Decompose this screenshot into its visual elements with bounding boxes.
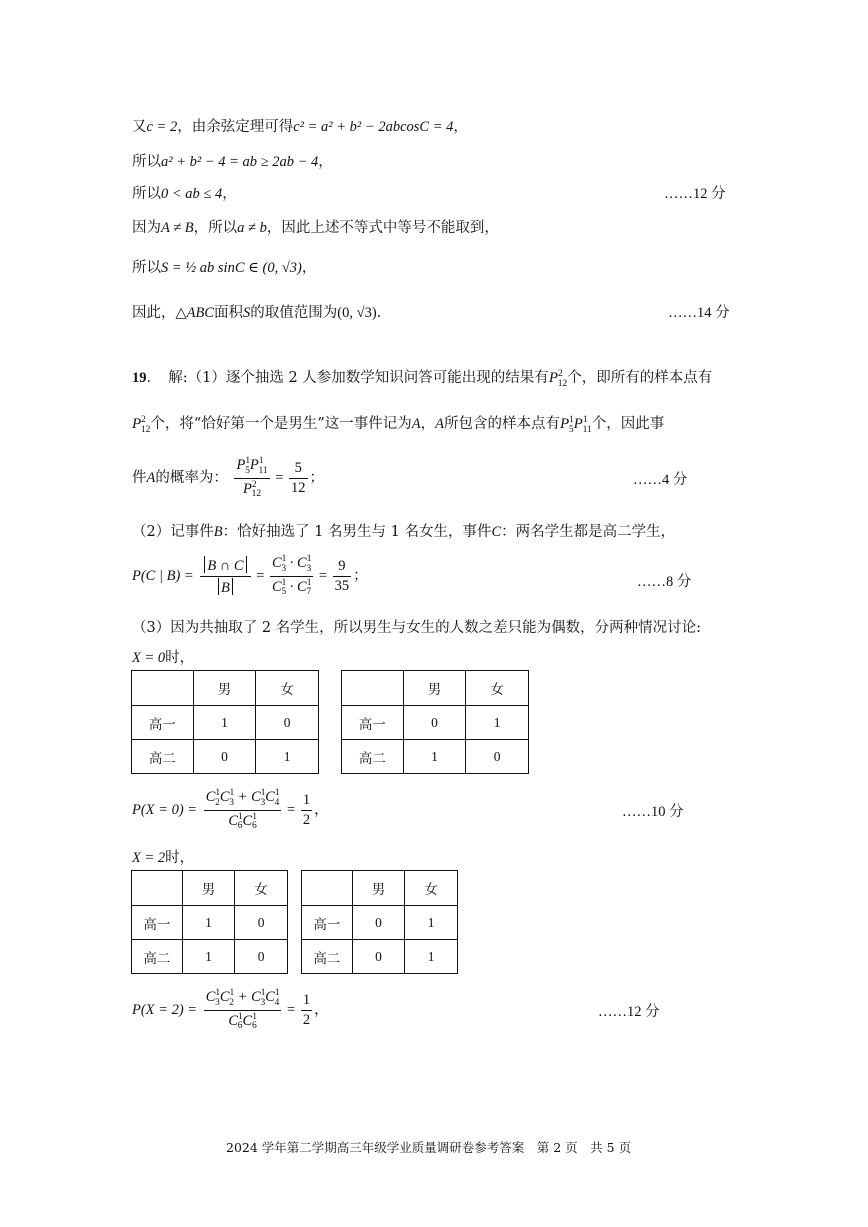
case-x2: X = 2时，	[132, 850, 195, 866]
question-number: 19	[132, 370, 147, 386]
formula-inequality: a² + b² − 4 = ab ≥ 2ab − 4	[161, 154, 319, 170]
table-x0-right: 男 女 高一 0 1 高二 1 0	[341, 670, 529, 774]
score-10: ……10 分	[622, 804, 684, 820]
score-12-a: ……12 分	[664, 186, 726, 202]
score-12-b: ……12 分	[598, 1004, 660, 1020]
table-x0-left: 男 女 高一 1 0 高二 0 1	[131, 670, 319, 774]
q19-line3: 件A的概率为： $\frac{P^1_5P^1_{11}}{P^2_{12}}$ = $\frac{5}{12}$ ；	[132, 456, 325, 500]
interval: (0, √3)	[337, 305, 377, 321]
q19-line5: P(C | B) = $\frac{B \cap C}{B}$ = $\frac{C^1_3 \cdot C^1_3}{C^1_5 \cdot C^1_7}$ = $\frac{9}{35}$ ；	[132, 554, 368, 598]
prob-x2: P(X = 2) = $\frac{C^1_3C^1_2 + C^1_3C^1_4}{C^1_6C^1_6}$ = $\frac{1}{2}$ ，	[132, 988, 329, 1032]
fraction-p2-result: $\frac{1}{2}$	[302, 991, 311, 1028]
fraction-result: $\frac{5}{12}$	[291, 459, 306, 496]
line-area-range: 因此，△ABC面积S的取值范围为(0, √3).	[132, 305, 382, 321]
line-inequality: 所以a² + b² − 4 = ab ≥ 2ab − 4，	[132, 154, 333, 170]
formula-ab-range: 0 < ab ≤ 4	[161, 186, 223, 202]
fraction-p0: $\frac{C^1_2C^1_3 + C^1_3C^1_4}{C^1_6C^1_6}$	[205, 788, 280, 832]
fraction-comb: $\frac{C^1_3 \cdot C^1_3}{C^1_5 \cdot C^1_7}$	[272, 554, 312, 598]
q19-line2: $P^2_{12}$个，将“恰好第一个是男生”这一事件记为A，A所包含的样本点有$P^1_5P^1_{11}$个，因此事	[132, 415, 665, 435]
line-area-formula: 所以S = ½ ab sinC ∈ (0, √3)，	[132, 260, 317, 276]
line-equality-note: 因为A ≠ B，所以a ≠ b，因此上述不等式中等号不能取到，	[132, 220, 499, 236]
line-cosine-law: 又c = 2，由余弦定理可得c² = a² + b² − 2abcosC = 4，	[132, 119, 468, 135]
prob-x0: P(X = 0) = $\frac{C^1_2C^1_3 + C^1_3C^1_4}{C^1_6C^1_6}$ = $\frac{1}{2}$ ，	[132, 788, 329, 832]
fraction-perm: $\frac{P^1_5P^1_{11}}{P^2_{12}}$	[236, 456, 268, 500]
fraction-set: $\frac{B \cap C}{B}$	[200, 556, 250, 596]
case-x0: X = 0时，	[132, 650, 195, 666]
formula-cosine-law: c² = a² + b² − 2abcosC = 4	[293, 119, 454, 135]
fraction-result-2: $\frac{9}{35}$	[334, 557, 350, 594]
q19-line6: （3）因为共抽取了 2 名学生，所以男生与女生的人数之差只能为偶数，分两种情况讨论:	[132, 620, 702, 636]
score-4: ……4 分	[633, 472, 688, 488]
fraction-p2: $\frac{C^1_3C^1_2 + C^1_3C^1_4}{C^1_6C^1_6}$	[205, 988, 280, 1032]
fraction-p0-result: $\frac{1}{2}$	[302, 791, 311, 828]
table-x2-left: 男 女 高一 1 0 高二 1 0	[131, 870, 288, 974]
q19-line4: （2）记事件B：恰好抽选了 1 名男生与 1 名女生，事件C：两名学生都是高二学生，	[132, 524, 676, 540]
line-ab-range: 所以0 < ab ≤ 4，	[132, 186, 237, 202]
formula-c: c = 2	[146, 119, 178, 135]
score-8: ……8 分	[637, 574, 692, 590]
q19-line1: 19． 解:（1）逐个抽选 2 人参加数学知识问答可能出现的结果有$P^2_{12}$个，即所有的样本点有	[132, 369, 713, 389]
score-14: ……14 分	[668, 305, 730, 321]
table-x2-right: 男 女 高一 0 1 高二 0 1	[301, 870, 458, 974]
page-footer: 2024 学年第二学期高三年级学业质量调研卷参考答案 第 2 页 共 5 页	[226, 1140, 632, 1155]
formula-area: S = ½ ab sinC ∈ (0, √3)	[161, 260, 302, 276]
